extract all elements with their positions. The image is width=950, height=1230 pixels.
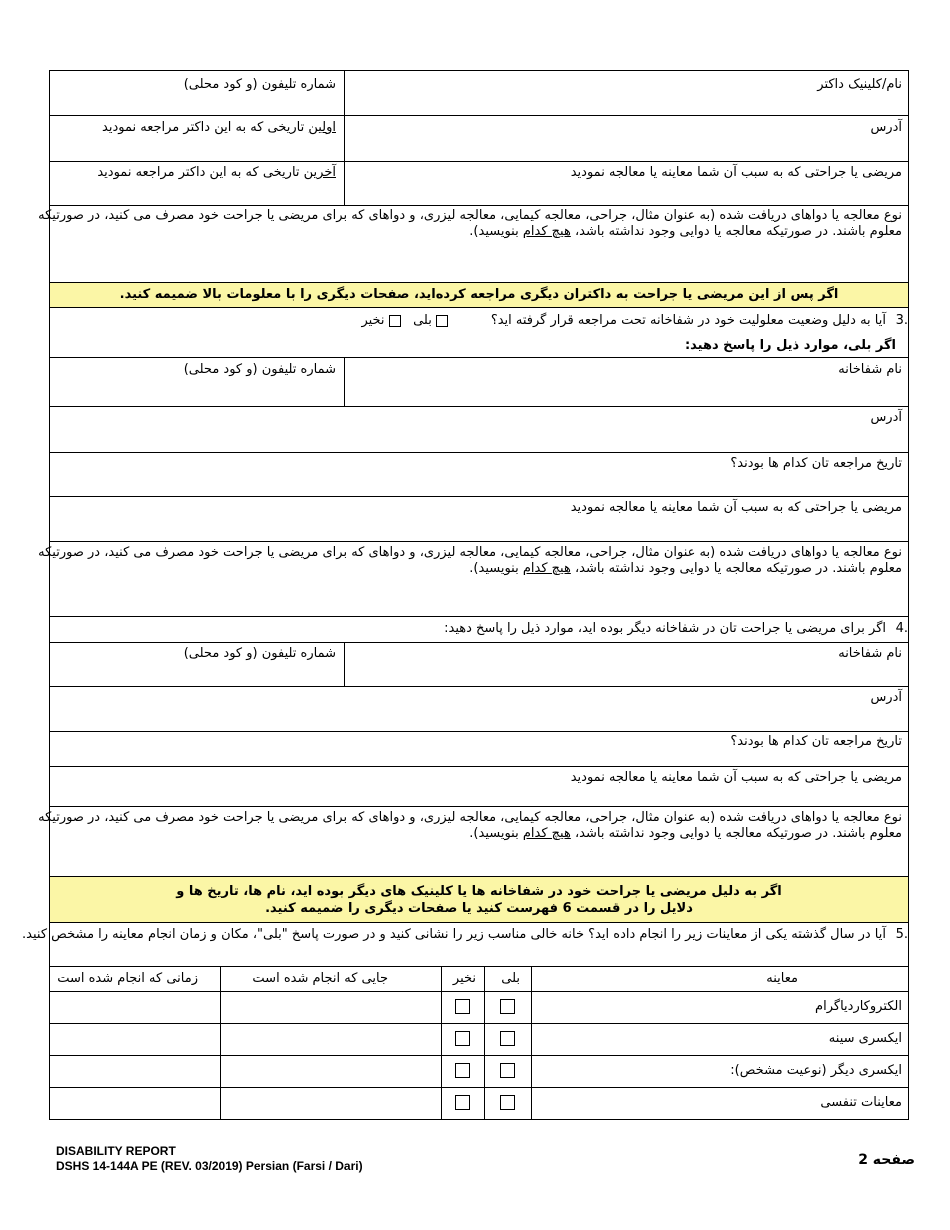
exam-row-ekg <box>49 992 909 1024</box>
q3-dates-label: تاریخ مراجعه تان کدام ها بودند؟ <box>730 456 902 471</box>
exam-row-other-xray <box>49 1056 909 1088</box>
q4-hospital-name-field[interactable]: نام شفاخانه <box>838 646 902 661</box>
q3-no-label: نخیر <box>361 313 385 328</box>
q4-treatment-line2: معلوم باشند. در صورتیکه معالجه یا دوایی وجود نداشته باشد، هیچ کدام بنویسید). <box>469 826 902 841</box>
q4-illness-row[interactable] <box>49 767 909 807</box>
q3-address-label: آدرس <box>870 410 902 425</box>
doctor-address-row <box>49 116 909 162</box>
q4-phone-field[interactable]: شماره تلیفون (و کود محلی) <box>183 646 336 661</box>
other-doctors-banner: اگر پس از این مریضی یا جراحت به داکتران دیگری مراجعه کرده‌اید، صفحات دیگری را با معلومات بالا ضمیمه کنید. <box>49 283 909 308</box>
banner2-line2: دلایل را در قسمت 6 فهرست کنید یا صفحات دیگری را ضمیمه کنید. <box>265 901 693 916</box>
doctor-address-field[interactable]: آدرس <box>870 120 902 135</box>
header-no: نخیر <box>452 971 476 986</box>
q3-if-yes: اگر بلی، موارد ذیل را پاسخ دهید: <box>684 338 896 353</box>
doctor-treatment-row[interactable] <box>38 206 909 283</box>
doctor-name-row <box>49 70 909 116</box>
disability-form <box>22 70 909 1120</box>
q3-row <box>49 308 909 358</box>
header-where: جایی که انجام شده است <box>252 971 388 986</box>
q3-illness-row[interactable] <box>49 497 909 542</box>
first-visit-field[interactable]: اولین تاریخی که به این داکتر مراجعه نمودید <box>102 120 336 135</box>
doctor-name-field[interactable]: نام/کلینیک داکتر <box>817 77 902 92</box>
q3-illness-label: مریضی یا جراحتی که به سبب آن شما معاینه یا معالجه نمودید <box>570 500 902 515</box>
q4-dates-label: تاریخ مراجعه تان کدام ها بودند؟ <box>730 734 902 749</box>
doctor-illness-row <box>49 162 909 206</box>
q4-row <box>49 617 909 643</box>
q3-treatment-line1: نوع معالجه یا دواهای دریافت شده (به عنوان مثال، جراحی، معالجه کیمایی، معالجه لیزری، و دواهای که برای مریضی یا جراحت خود مصرف می کنید، در صورتیکه <box>38 545 902 560</box>
q4-address-label: آدرس <box>870 690 902 705</box>
q3-yes-checkbox[interactable] <box>436 315 448 327</box>
form-code: DSHS 14-144A PE (REV. 03/2019) Persian (Farsi / Dari) <box>56 1159 363 1173</box>
exam-label: ایکسری سینه <box>828 1031 902 1046</box>
q4-address-row[interactable] <box>49 687 909 732</box>
q3-treatment-line2: معلوم باشند. در صورتیکه معالجه یا دوایی وجود نداشته باشد، هیچ کدام بنویسید). <box>469 561 902 576</box>
exam-label: الکتروکاردیاگرام <box>815 999 902 1014</box>
exam-yes-checkbox[interactable] <box>500 1063 515 1078</box>
treatment-label-line2: معلوم باشند. در صورتیکه معالجه یا دوایی وجود نداشته باشد، هیچ کدام بنویسید). <box>469 224 902 239</box>
q3-address-row[interactable] <box>49 407 909 453</box>
q5-row <box>22 923 909 967</box>
q3-options <box>361 313 448 329</box>
exam-row-breathing <box>49 1088 909 1120</box>
exam-label: ایکسری دیگر (نوعیت مشخص): <box>730 1063 902 1078</box>
exam-no-checkbox[interactable] <box>455 1063 470 1078</box>
last-visit-field[interactable]: آخرین تاریخی که به این داکتر مراجعه نمودید <box>97 165 336 180</box>
form-title: DISABILITY REPORT <box>56 1144 176 1158</box>
q4-hospital-row <box>49 643 909 687</box>
banner2-line1: اگر به دلیل مریضی یا جراحت خود در شفاخانه ها یا کلینیک های دیگر بوده اید، نام ها، تاریخ ها و <box>176 884 782 899</box>
q4-treatment-row[interactable] <box>38 807 909 877</box>
other-hospitals-banner <box>49 877 909 923</box>
exam-no-checkbox[interactable] <box>455 999 470 1014</box>
q4-treatment-line1: نوع معالجه یا دواهای دریافت شده (به عنوان مثال، جراحی، معالجه کیمایی، معالجه لیزری، و دواهای که برای مریضی یا جراحت خود مصرف می کنید، در صورتیکه <box>38 810 902 825</box>
exam-yes-checkbox[interactable] <box>500 1031 515 1046</box>
q3-phone-field[interactable]: شماره تلیفون (و کود محلی) <box>183 362 336 377</box>
q3-hospital-name-field[interactable]: نام شفاخانه <box>838 362 902 377</box>
page-number: صفحه 2 <box>858 1152 915 1168</box>
header-exam: معاینه <box>766 971 798 986</box>
doctor-illness-field[interactable]: مریضی یا جراحتی که به سبب آن شما معاینه یا معالجه نمودید <box>570 165 902 180</box>
q3-hospital-row <box>49 358 909 407</box>
q5-table-header <box>49 967 909 992</box>
q3-yes-label: بلی <box>413 313 432 328</box>
q4-question: اگر برای مریضی یا جراحت تان در شفاخانه دیگر بوده اید، موارد ذیل را پاسخ دهید: <box>444 621 886 636</box>
form-id <box>56 1144 363 1174</box>
exam-no-checkbox[interactable] <box>455 1095 470 1110</box>
q3-no-checkbox[interactable] <box>389 315 401 327</box>
q3-dates-row[interactable] <box>49 453 909 497</box>
q4-illness-label: مریضی یا جراحتی که به سبب آن شما معاینه یا معالجه نمودید <box>570 770 902 785</box>
q3-number: 3. <box>895 313 908 328</box>
exam-no-checkbox[interactable] <box>455 1031 470 1046</box>
q5-number: 5. <box>895 927 908 942</box>
header-when: زمانی که انجام شده است <box>57 971 198 986</box>
q3-question: آیا به دلیل وضعیت معلولیت خود در شفاخانه تحت مراجعه قرار گرفته اید؟ <box>490 313 886 328</box>
header-yes: بلی <box>501 971 520 986</box>
treatment-label-line1: نوع معالجه یا دواهای دریافت شده (به عنوان مثال، جراحی، معالجه کیمایی، معالجه لیزری، و دواهای که برای مریضی یا جراحت خود مصرف می کنید، در صورتیکه <box>38 208 902 223</box>
exam-label: معاینات تنفسی <box>820 1095 902 1110</box>
q4-number: 4. <box>895 621 908 636</box>
exam-row-chest-xray <box>49 1024 909 1056</box>
q4-dates-row[interactable] <box>49 732 909 767</box>
doctor-phone-field[interactable]: شماره تلیفون (و کود محلی) <box>183 77 336 92</box>
q3-treatment-row[interactable] <box>38 542 909 617</box>
exam-yes-checkbox[interactable] <box>500 999 515 1014</box>
q5-question: آیا در سال گذشته یکی از معاینات زیر را انجام داده اید؟ خانه خالی مناسب زیر را نشانی کنید و در صورت پاسخ "بلی"، مکان و زمان انجام معاینه را مشخص کنید. <box>22 927 886 942</box>
exam-yes-checkbox[interactable] <box>500 1095 515 1110</box>
